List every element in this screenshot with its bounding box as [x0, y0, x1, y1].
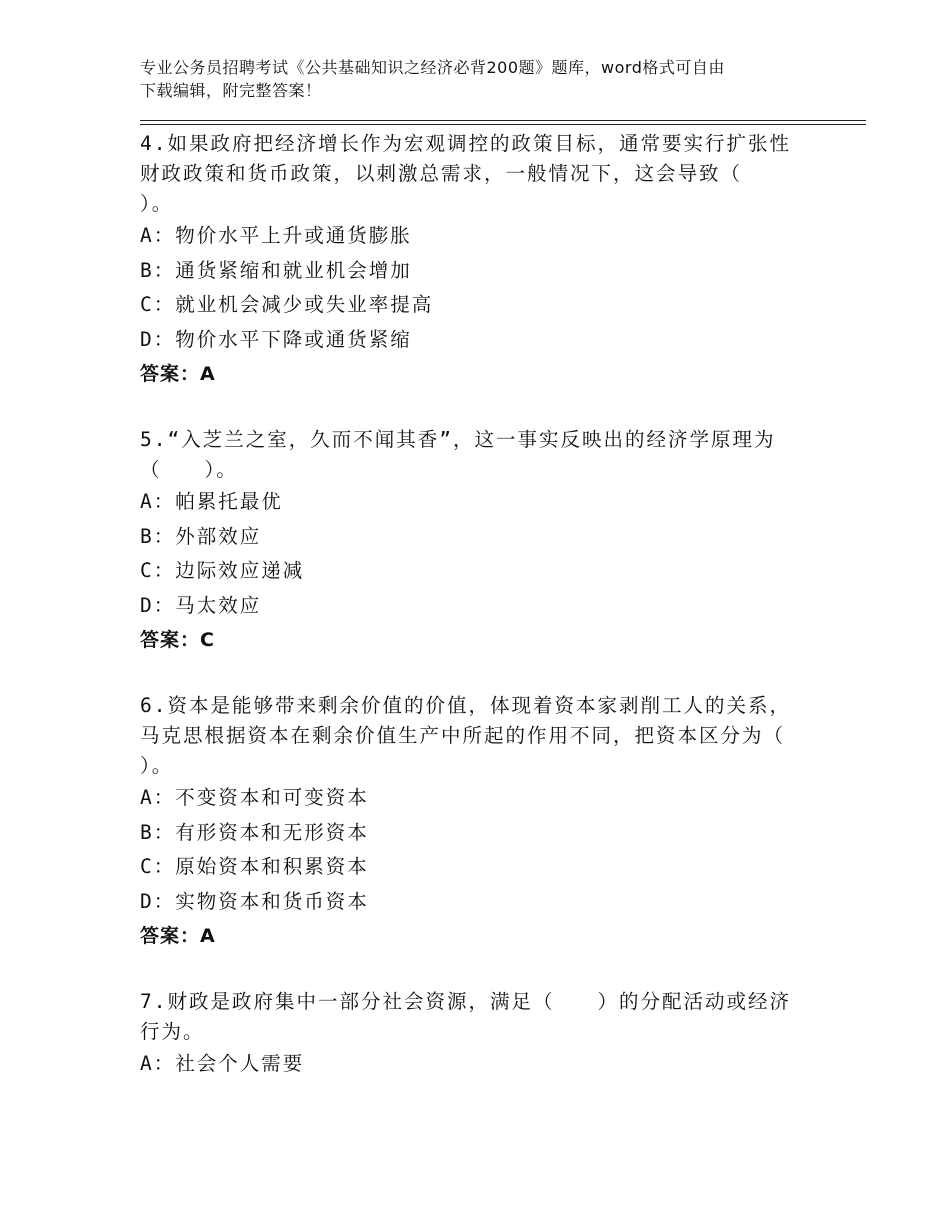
- option-b: B：外部效应: [140, 524, 262, 548]
- header-line-2: 下载编辑，附完整答案！: [140, 81, 322, 100]
- option-c: C：边际效应递减: [140, 559, 305, 582]
- stem-line: ）。: [140, 192, 174, 215]
- stem-line: 马克思根据资本在剩余价值生产中所起的作用不同，把资本区分为（: [140, 724, 786, 747]
- option-a: A：不变资本和可变资本: [140, 786, 369, 809]
- question-7: [140, 986, 800, 1082]
- header-divider-thin: [140, 124, 866, 125]
- stem-line: 5.“入芝兰之室，久而不闻其香”，这一事实反映出的经济学原理为: [140, 428, 776, 451]
- option-d: D：物价水平下降或通货紧缩: [140, 327, 412, 351]
- option-b: B：通货紧缩和就业机会增加: [140, 258, 412, 282]
- stem-line: 财政政策和货币政策，以刺激总需求，一般情况下，这会导致（: [140, 162, 743, 185]
- question-list: [140, 128, 800, 1082]
- stem-line: 6.资本是能够带来剩余价值的价值，体现着资本家剥削工人的关系，: [140, 694, 791, 717]
- option-b: B：有形资本和无形资本: [140, 820, 369, 844]
- question-stem: [140, 690, 800, 781]
- question-stem: [140, 986, 800, 1047]
- option-c: C：就业机会减少或失业率提高: [140, 293, 434, 316]
- option-a: A：物价水平上升或通货膨胀: [140, 224, 412, 247]
- answer: 答案：C: [140, 629, 215, 651]
- option-a: A：社会个人需要: [140, 1052, 305, 1075]
- option-c: C：原始资本和积累资本: [140, 855, 369, 878]
- document-header: [140, 56, 810, 102]
- option-a: A：帕累托最优: [140, 490, 283, 513]
- header-divider-thick: [140, 120, 866, 121]
- answer: 答案：A: [140, 363, 216, 385]
- option-d: D：马太效应: [140, 593, 262, 617]
- stem-line: 行为。: [140, 1020, 205, 1043]
- stem-line: 7.财政是政府集中一部分社会资源，满足（ ）的分配活动或经济: [140, 990, 791, 1013]
- question-6: [140, 690, 800, 953]
- question-5: [140, 424, 800, 657]
- question-stem: [140, 128, 800, 219]
- option-d: D：实物资本和货币资本: [140, 889, 369, 913]
- answer: 答案：A: [140, 925, 216, 947]
- stem-line: ）。: [140, 754, 174, 777]
- question-stem: [140, 424, 800, 485]
- stem-line: 4.如果政府把经济增长作为宏观调控的政策目标，通常要实行扩张性: [140, 132, 791, 155]
- header-line-1: 专业公务员招聘考试《公共基础知识之经济必背200题》题库，word格式可自由: [140, 58, 725, 77]
- question-4: [140, 128, 800, 391]
- stem-line: （ ）。: [140, 458, 238, 481]
